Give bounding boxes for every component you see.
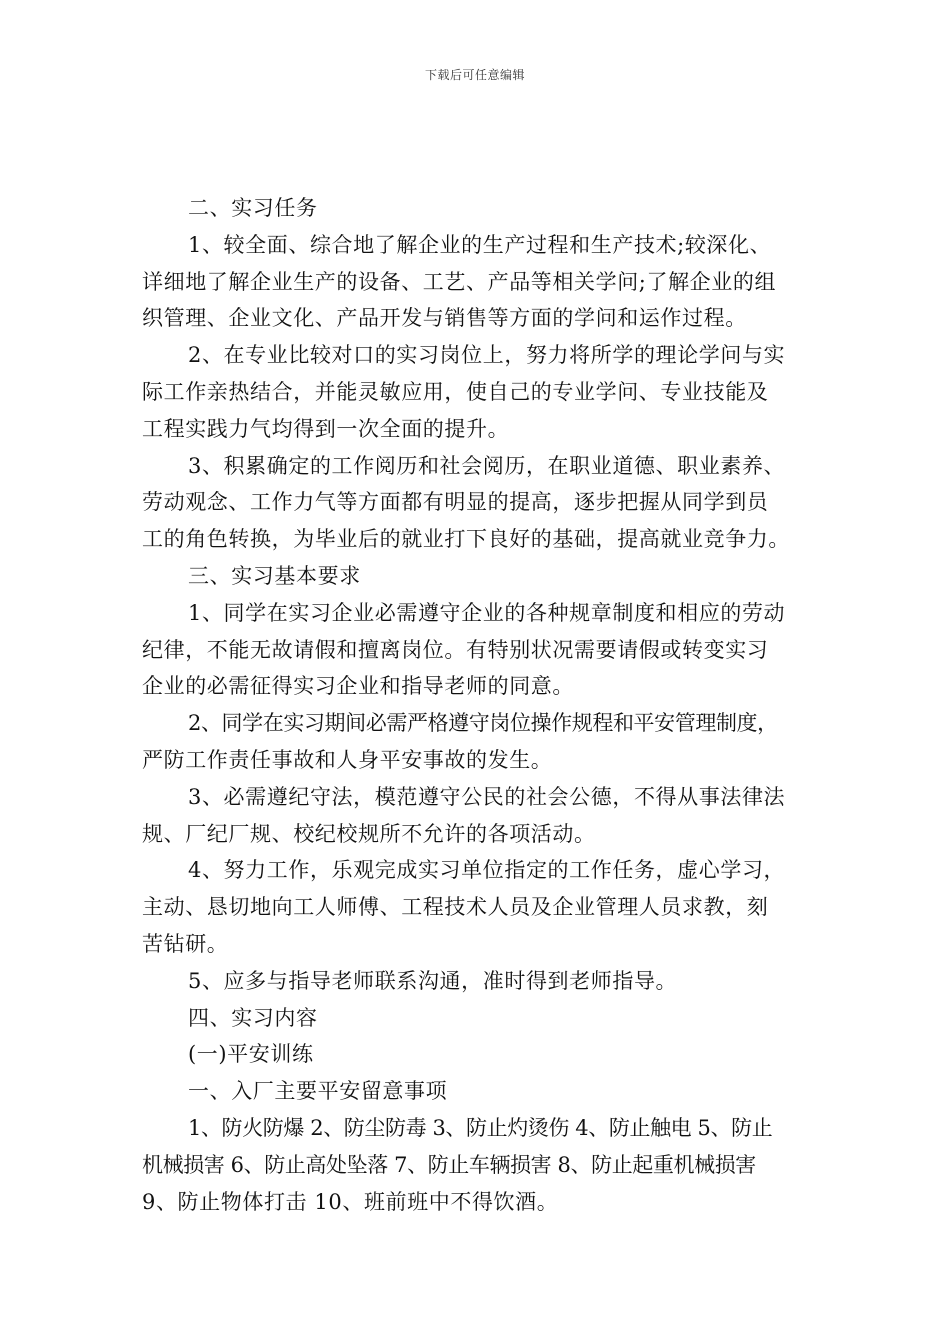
section-heading: 三、实习基本要求 xyxy=(188,563,361,588)
paragraph-line: 主动、恳切地向工人师傅、工程技术人员及企业管理人员求教，刻 xyxy=(142,895,769,920)
paragraph-line: 工程实践力气均得到一次全面的提升。 xyxy=(142,416,510,441)
paragraph-line: 5、应多与指导老师联系沟通，准时得到老师指导。 xyxy=(188,968,678,993)
paragraph-line: 企业的必需征得实习企业和指导老师的同意。 xyxy=(142,674,574,699)
paragraph-line: 4、努力工作，乐观完成实习单位指定的工作任务，虚心学习， xyxy=(188,858,786,883)
paragraph-line: 3、积累确定的工作阅历和社会阅历，在职业道德、职业素养、 xyxy=(188,453,786,478)
subsection-heading: 一、入厂主要平安留意事项 xyxy=(188,1079,448,1104)
paragraph-line: 纪律，不能无故请假和擅离岗位。有特别状况需要请假或转变实习 xyxy=(142,637,769,662)
paragraph-line: 1、较全面、综合地了解企业的生产过程和生产技术;较深化、 xyxy=(188,232,772,257)
paragraph-line: 严防工作责任事故和人身平安事故的发生。 xyxy=(142,747,553,772)
paragraph-line: 9、防止物体打击 10、班前班中不得饮酒。 xyxy=(142,1189,559,1214)
paragraph-line: 机械损害 6、防止高处坠落 7、防止车辆损害 8、防止起重机械损害 xyxy=(142,1152,756,1177)
paragraph-line: 2、在专业比较对口的实习岗位上，努力将所学的理论学问与实 xyxy=(188,343,786,368)
paragraph-line: 劳动观念、工作力气等方面都有明显的提高，逐步把握从同学到员 xyxy=(142,490,769,515)
paragraph-line: 详细地了解企业生产的设备、工艺、产品等相关学问;了解企业的组 xyxy=(142,269,777,294)
paragraph-line: 1、同学在实习企业必需遵守企业的各种规章制度和相应的劳动 xyxy=(188,600,786,625)
paragraph-line: 1、防火防爆 2、防尘防毒 3、防止灼烫伤 4、防止触电 5、防止 xyxy=(188,1115,773,1140)
page-header: 下载后可任意编辑 xyxy=(424,68,525,82)
paragraph-line: 3、必需遵纪守法，模范遵守公民的社会公德，不得从事法律法 xyxy=(188,784,786,809)
document-body xyxy=(142,190,822,1220)
paragraph-line: 2、同学在实习期间必需严格遵守岗位操作规程和平安管理制度， xyxy=(188,711,778,736)
paragraph-line: 织管理、企业文化、产品开发与销售等方面的学问和运作过程。 xyxy=(142,306,747,331)
paragraph-line: 工的角色转换，为毕业后的就业打下良好的基础，提高就业竞争力。 xyxy=(142,527,790,552)
subsection-heading: (一)平安训练 xyxy=(188,1042,314,1067)
section-heading: 二、实习任务 xyxy=(188,196,318,220)
paragraph-line: 苦钻研。 xyxy=(142,931,229,956)
paragraph-line: 际工作亲热结合，并能灵敏应用，使自己的专业学问、专业技能及 xyxy=(142,379,769,404)
section-heading: 四、实习内容 xyxy=(188,1005,318,1030)
paragraph-line: 规、厂纪厂规、校纪校规所不允许的各项活动。 xyxy=(142,821,596,846)
